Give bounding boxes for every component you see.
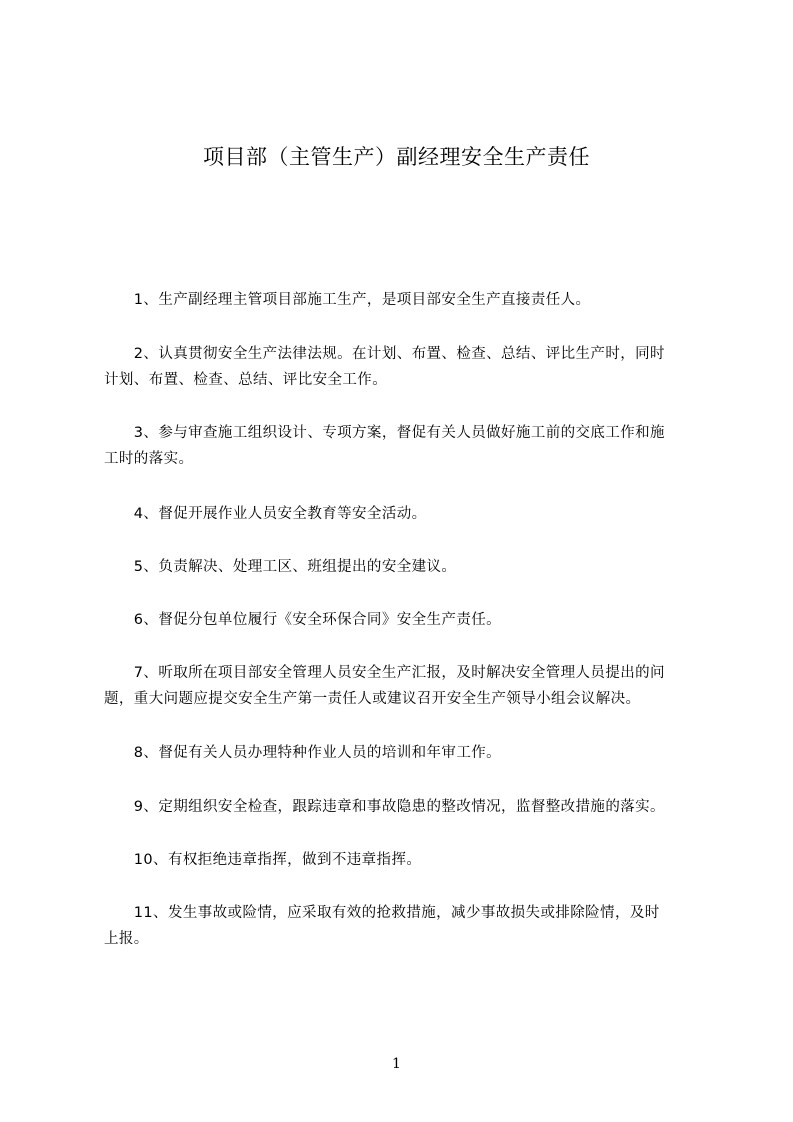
clause-8 [104, 740, 718, 766]
clause-7 [104, 660, 718, 712]
clause-10-line-1: 10、有权拒绝违章指挥，做到不违章指挥。 [104, 852, 422, 868]
clause-11 [104, 900, 718, 952]
clause-5-line-1: 5、负责解决、处理工区、班组提出的安全建议。 [104, 559, 457, 575]
clause-3-line-1: 3、参与审查施工组织设计、专项方案，督促有关人员做好施工前的交底工作和施 [104, 425, 665, 441]
clause-4 [104, 501, 718, 527]
clause-6-line-1: 6、督促分包单位履行《安全环保合同》安全生产责任。 [104, 612, 502, 628]
page-number: 1 [392, 1056, 401, 1072]
clause-1-line-1: 1、生产副经理主管项目部施工生产，是项目部安全生产直接责任人。 [104, 292, 591, 308]
clause-2 [104, 341, 718, 393]
clause-3-line-2: 工时的落实。 [104, 451, 194, 467]
clause-7-line-2: 题，重大问题应提交安全生产第一责任人或建议召开安全生产领导小组会议解决。 [104, 691, 641, 707]
clause-6 [104, 607, 718, 633]
clause-11-line-2: 上报。 [104, 931, 149, 947]
clause-8-line-1: 8、督促有关人员办理特种作业人员的培训和年审工作。 [104, 745, 502, 761]
clause-11-line-1: 11、发生事故或险情，应采取有效的抢救措施，减少事故损失或排除险情，及时 [104, 905, 660, 921]
clause-3 [104, 420, 718, 472]
clause-5 [104, 554, 718, 580]
document-title: 项目部（主管生产）副经理安全生产责任 [203, 145, 590, 169]
clause-4-line-1: 4、督促开展作业人员安全教育等安全活动。 [104, 506, 427, 522]
clause-1 [104, 287, 718, 313]
clause-7-line-1: 7、听取所在项目部安全管理人员安全生产汇报，及时解决安全管理人员提出的问 [104, 665, 665, 681]
clause-2-line-2: 计划、布置、检查、总结、评比安全工作。 [104, 372, 388, 388]
clause-10 [104, 847, 718, 873]
clause-2-line-1: 2、认真贯彻安全生产法律法规。在计划、布置、检查、总结、评比生产时，同时 [104, 346, 665, 362]
clause-9-line-1: 9、定期组织安全检查，跟踪违章和事故隐患的整改情况，监督整改措施的落实。 [104, 799, 665, 815]
clause-9 [104, 794, 718, 820]
